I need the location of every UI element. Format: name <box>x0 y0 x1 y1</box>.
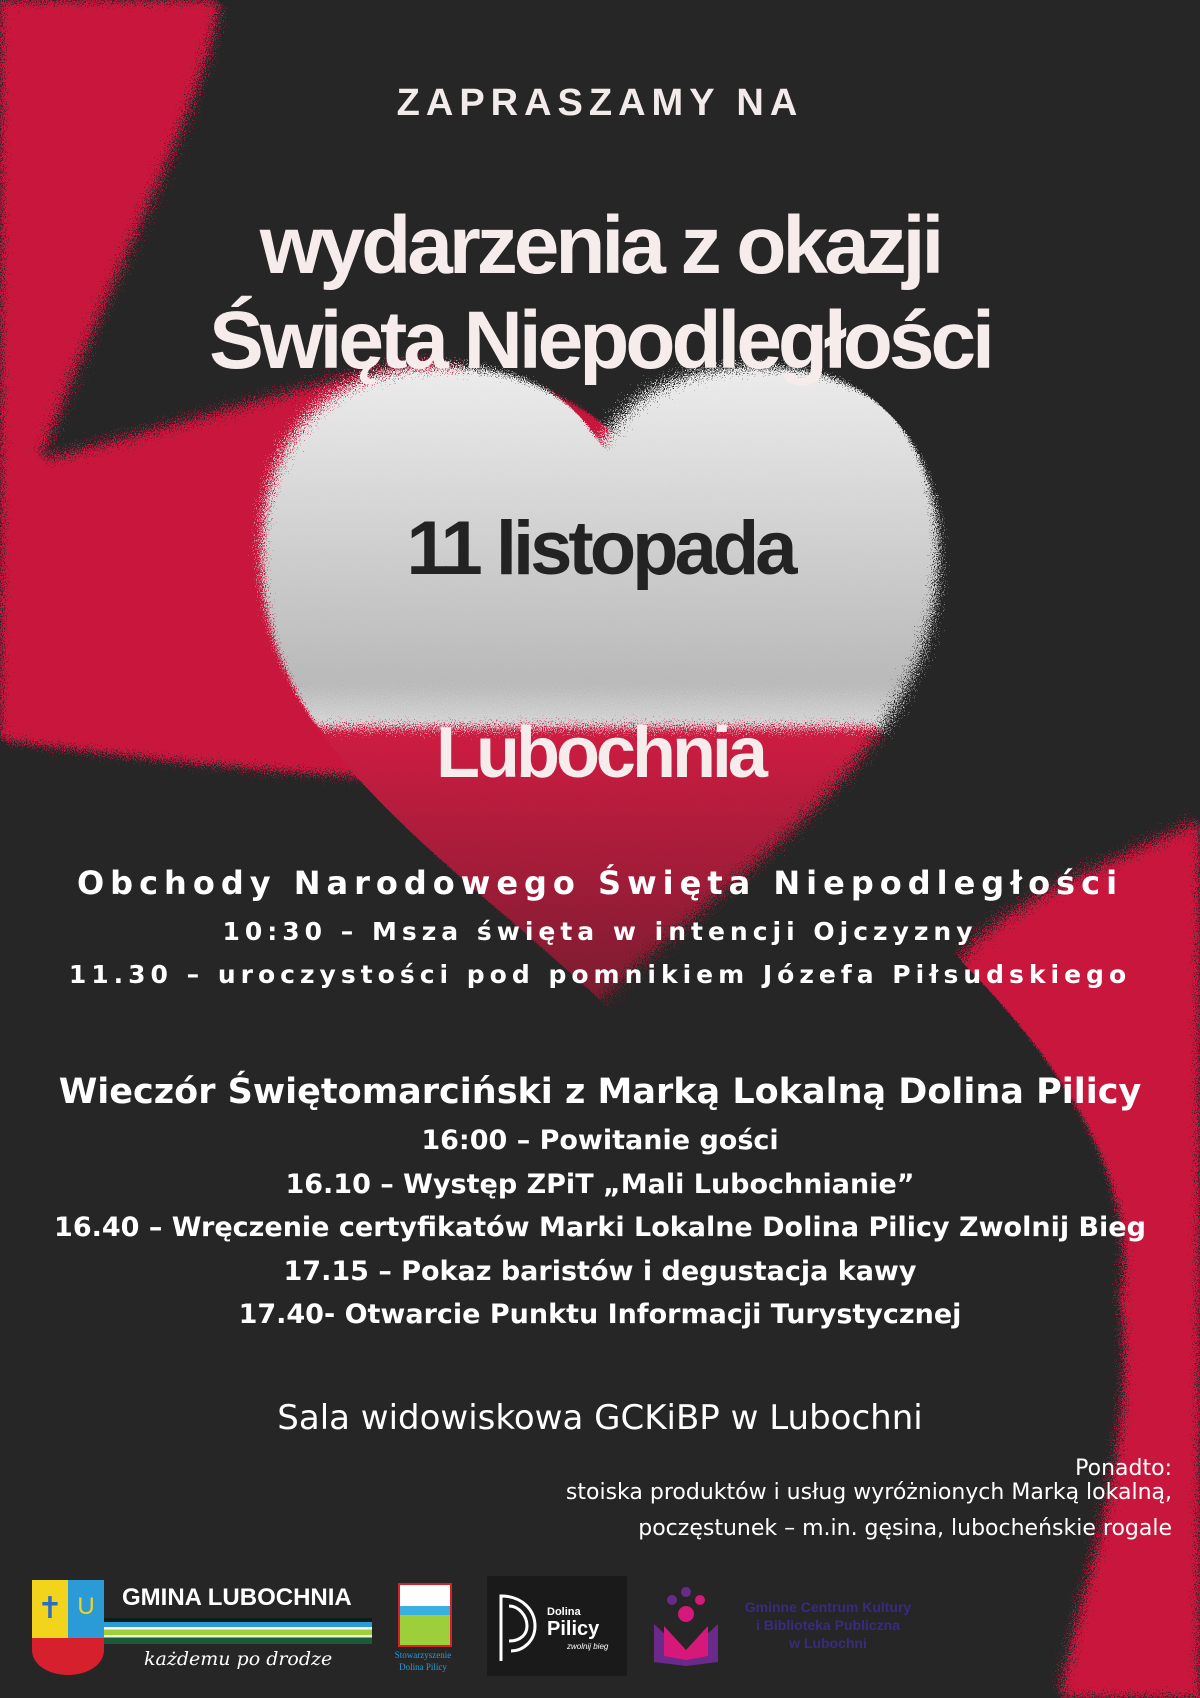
dolina-line2: Pilicy <box>547 1618 600 1640</box>
part2-item: 16.10 – Występ ZPiT „Mali Lubochnianie” <box>285 1169 915 1200</box>
title-line-2: Święta Niepodległości <box>209 295 991 386</box>
stowarzyszenie-logo <box>390 1583 456 1675</box>
event-place: Lubochnia <box>436 713 764 793</box>
venue: Sala widowiskowa GCKiBP w Lubochni <box>277 1398 923 1438</box>
dolina-line3: zwolnij bieg <box>567 1642 609 1651</box>
title-line-1: wydarzenia z okazji <box>259 200 941 291</box>
gckibp-line1: Gminne Centrum Kultury <box>744 1599 912 1615</box>
extra-line: poczęstunek – m.in. gęsina, lubocheńskie rogale <box>638 1516 1172 1541</box>
part2-item: 17.15 – Pokaz baristów i degustacja kawy <box>283 1256 917 1287</box>
event-date: 11 listopada <box>406 506 794 591</box>
part2-heading: Wieczór Świętomarciński z Marką Lokalną Dolina Pilicy <box>58 1072 1142 1112</box>
gckibp-line2: i Biblioteka Publiczna <box>756 1617 900 1633</box>
part1-heading: Obchody Narodowego Święta Niepodległości <box>76 864 1124 902</box>
tree-book-icon <box>650 1584 722 1666</box>
stowarzyszenie-line2: Dolina Pilicy <box>399 1662 447 1672</box>
part2-item: 17.40- Otwarcie Punktu Informacji Turystycznej <box>238 1299 962 1330</box>
stripes <box>104 1618 372 1644</box>
coat-of-arms-icon <box>32 1580 112 1675</box>
svg-text:✝: ✝ <box>37 1592 63 1625</box>
fingerprint-icon <box>493 1586 543 1666</box>
gmina-lubochnia-logo <box>22 1580 372 1675</box>
dolina-line1: Dolina <box>547 1606 581 1618</box>
intro-text: ZAPRASZAMY NA <box>396 82 804 124</box>
gckibp-logo <box>650 1584 930 1664</box>
gmina-slogan: każdemu po drodze <box>144 1648 333 1670</box>
extra-label: Ponadto: <box>1075 1456 1172 1481</box>
part1-item: 10:30 – Msza święta w intencji Ojczyzny <box>222 917 978 946</box>
extra-line: stoiska produktów i usług wyróżnionych Marką lokalną, <box>565 1480 1172 1505</box>
stowarzyszenie-line1: Stowarzyszenie <box>394 1650 452 1660</box>
stowarzyszenie-emblem <box>398 1583 452 1647</box>
gckibp-line3: w Lubochni <box>789 1635 867 1651</box>
dolina-pilicy-logo <box>487 1576 627 1676</box>
part2-item: 16.40 – Wręczenie certyfikatów Marki Lokalne Dolina Pilicy Zwolnij Bieg <box>54 1212 1146 1243</box>
gmina-name: GMINA LUBOCHNIA <box>122 1584 352 1611</box>
part2-item: 16:00 – Powitanie gości <box>421 1125 779 1156</box>
heart-shape <box>261 367 938 1000</box>
svg-text:U: U <box>77 1593 95 1620</box>
part1-item: 11.30 – uroczystości pod pomnikiem Józefa Piłsudskiego <box>68 960 1132 989</box>
